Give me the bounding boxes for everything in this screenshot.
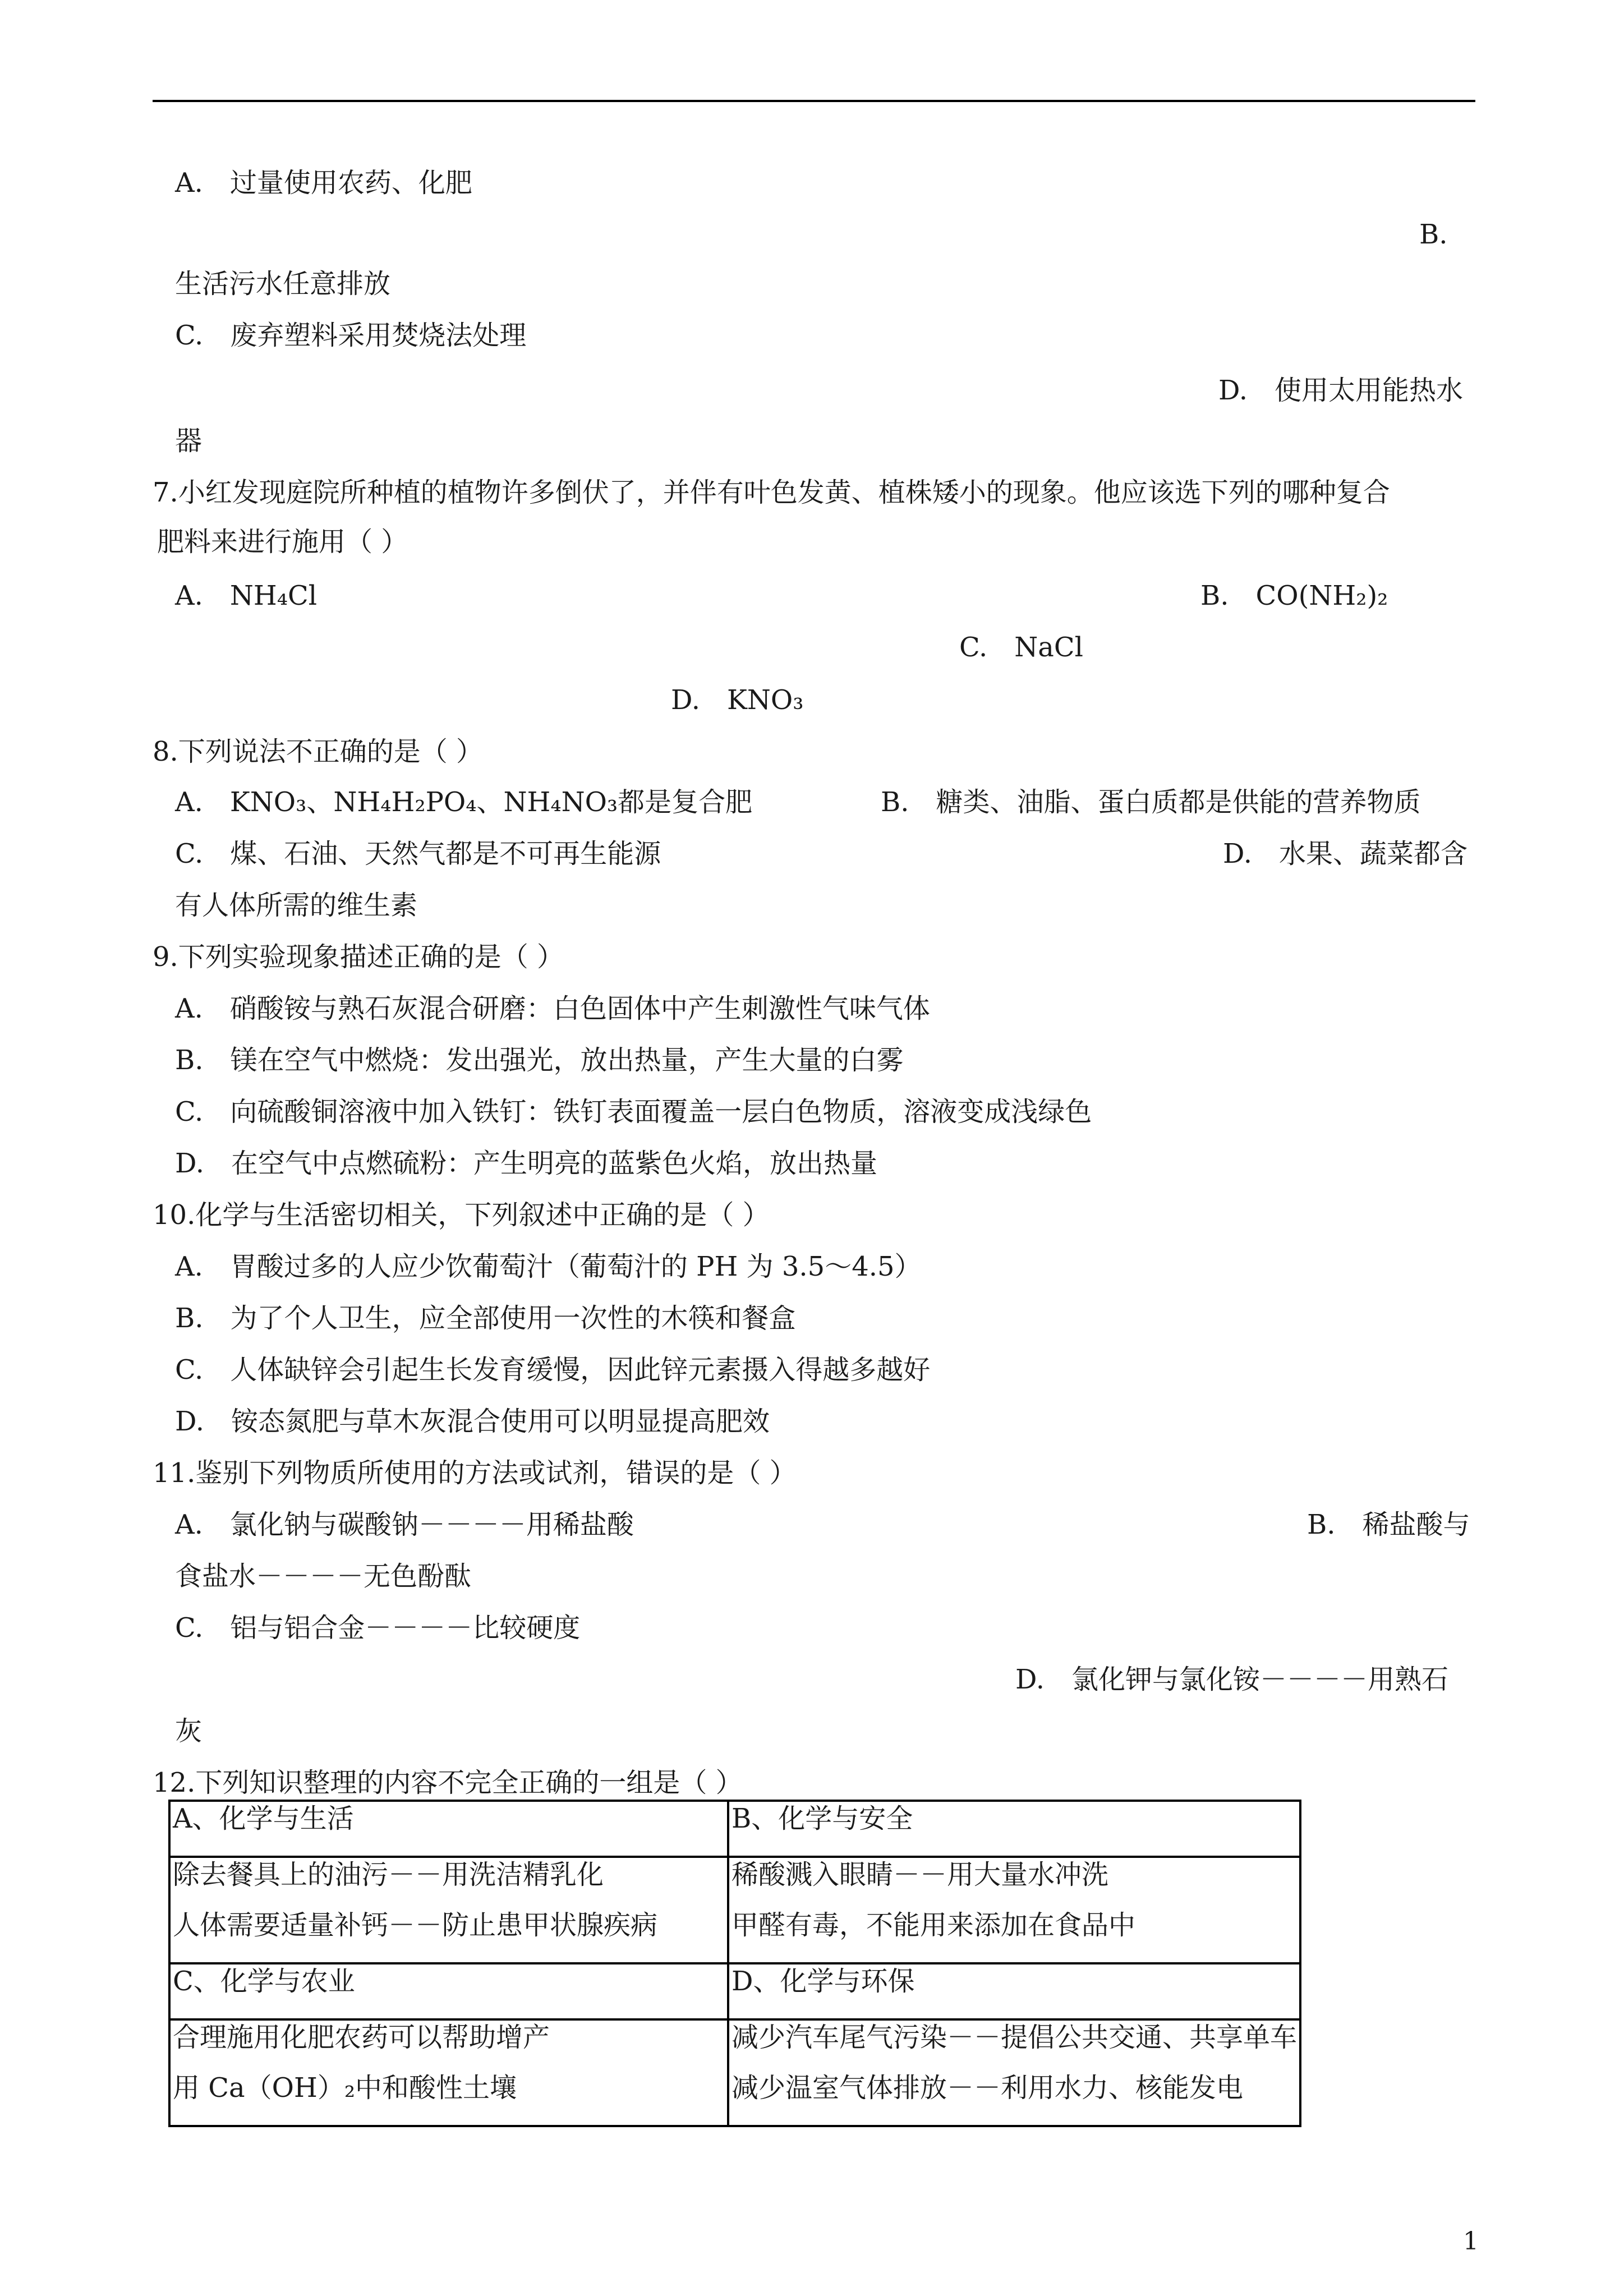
option-text: 人体缺锌会引起生长发育缓慢，因此锌元素摄入得越多越好 <box>230 1354 931 1386</box>
option-text: 糖类、油脂、蛋白质都是供能的营养物质 <box>936 786 1421 818</box>
option-text: 氯化钾与氯化铵－－－－用熟石 <box>1071 1664 1449 1695</box>
option-label: D. <box>175 1148 205 1179</box>
q12-stem: 12.下列知识整理的内容不完全正确的一组是（ ） <box>153 1767 743 1798</box>
q10-option-d <box>175 1405 770 1438</box>
option-label: C. <box>175 838 204 869</box>
q11-option-d-cont: 灰 <box>175 1715 203 1747</box>
cell-d-content <box>728 2019 1300 2126</box>
option-label: A. <box>175 993 203 1024</box>
option-label: A. <box>175 1509 203 1540</box>
option-text: 为了个人卫生，应全部使用一次性的木筷和餐盒 <box>230 1303 796 1334</box>
option-text: NH₄Cl <box>229 580 318 611</box>
q6-option-c <box>175 319 526 352</box>
q6-option-d <box>1218 374 1463 407</box>
q7-option-b <box>1200 579 1388 613</box>
option-label: C. <box>959 632 988 663</box>
cell-c-content <box>169 2019 728 2126</box>
option-label: D. <box>1015 1664 1045 1695</box>
q8-stem: 8.下列说法不正确的是（ ） <box>153 736 484 767</box>
q7-stem-line-2: 肥料来进行施用（ ） <box>157 526 408 558</box>
option-text: 使用太用能热水 <box>1275 375 1464 406</box>
option-label: B. <box>1307 1509 1336 1540</box>
q6-option-b-text: 生活污水任意排放 <box>175 268 391 300</box>
option-label: C. <box>175 1354 204 1386</box>
option-label: A. <box>175 1251 203 1282</box>
q10-option-a <box>175 1250 922 1283</box>
option-label: B. <box>881 786 909 818</box>
option-text: KNO₃ <box>727 684 804 716</box>
q9-option-a <box>175 992 930 1025</box>
cell-line: 人体需要适量补钙－－防止患甲状腺疾病 <box>173 1910 658 1941</box>
option-text: 水果、蔬菜都含 <box>1279 838 1468 869</box>
q11-option-b <box>1307 1508 1470 1542</box>
option-label: D. <box>1223 838 1253 869</box>
option-text: 镁在空气中燃烧：发出强光，放出热量，产生大量的白雾 <box>230 1045 904 1076</box>
q9-option-d <box>175 1147 877 1180</box>
cell-d-heading: D、化学与环保 <box>728 1963 1300 2019</box>
option-label: B. <box>175 1045 204 1076</box>
option-text: KNO₃、NH₄H₂PO₄、NH₄NO₃都是复合肥 <box>229 786 753 818</box>
option-text: 铝与铝合金－－－－比较硬度 <box>230 1612 581 1644</box>
option-label: B. <box>1200 580 1229 611</box>
q8-option-c <box>175 837 661 871</box>
q9-option-b <box>175 1043 904 1077</box>
cell-a-heading: A、化学与生活 <box>169 1801 728 1857</box>
option-label: A. <box>175 167 203 199</box>
option-label: D. <box>671 684 701 716</box>
header-rule <box>153 100 1475 102</box>
option-label: A. <box>175 786 203 818</box>
option-text: 过量使用农药、化肥 <box>229 167 472 199</box>
option-text: NaCl <box>1014 632 1083 663</box>
cell-line: 减少温室气体排放－－利用水力、核能发电 <box>731 2072 1243 2104</box>
q6-option-a <box>175 166 472 200</box>
option-label: A. <box>175 580 203 611</box>
option-text: 向硫酸铜溶液中加入铁钉：铁钉表面覆盖一层白色物质，溶液变成浅绿色 <box>230 1096 1092 1128</box>
cell-line: 减少汽车尾气污染－－提倡公共交通、共享单车 <box>731 2022 1297 2053</box>
q7-option-a <box>175 579 317 613</box>
cell-line: 合理施用化肥农药可以帮助增产 <box>173 2022 550 2053</box>
q10-option-b <box>175 1301 796 1335</box>
option-text: 稀盐酸与 <box>1362 1509 1470 1540</box>
q10-option-c <box>175 1353 930 1387</box>
q11-option-b-cont: 食盐水－－－－无色酚酞 <box>175 1561 472 1592</box>
option-label: C. <box>175 1612 204 1644</box>
option-label: C. <box>175 320 204 351</box>
cell-line: 用 Ca（OH）₂中和酸性土壤 <box>173 2072 517 2104</box>
q8-option-d <box>1223 837 1467 871</box>
cell-c-heading: C、化学与农业 <box>169 1963 728 2019</box>
option-text: 硝酸铵与熟石灰混合研磨：白色固体中产生刺激性气味气体 <box>229 993 930 1024</box>
option-text: 铵态氮肥与草木灰混合使用可以明显提高肥效 <box>231 1406 770 1437</box>
option-text: 胃酸过多的人应少饮葡萄汁（葡萄汁的 PH 为 3.5～4.5） <box>229 1251 922 1282</box>
option-label: D. <box>1218 375 1248 406</box>
q8-option-b <box>881 785 1421 819</box>
option-text: 煤、石油、天然气都是不可再生能源 <box>230 838 661 869</box>
q11-stem: 11.鉴别下列物质所使用的方法或试剂，错误的是（ ） <box>153 1457 797 1489</box>
q11-option-d <box>1015 1663 1448 1696</box>
q8-option-d-cont: 有人体所需的维生素 <box>175 890 418 921</box>
q6-option-b-label: B. <box>1419 219 1448 250</box>
page-number: 1 <box>1463 2227 1479 2256</box>
cell-b-content <box>728 1857 1300 1963</box>
option-text: 氯化钠与碳酸钠－－－－用稀盐酸 <box>229 1509 634 1540</box>
option-text: 在空气中点燃硫粉：产生明亮的蓝紫色火焰，放出热量 <box>231 1148 878 1179</box>
option-label: C. <box>175 1096 204 1128</box>
cell-a-content <box>169 1857 728 1963</box>
option-text: CO(NH₂)₂ <box>1255 580 1388 611</box>
q7-stem-line-1: 7.小红发现庭院所种植的植物许多倒伏了，并伴有叶色发黄、植株矮小的现象。他应该选下列的哪种复合 <box>153 477 1390 508</box>
q11-option-a <box>175 1508 634 1542</box>
q10-stem: 10.化学与生活密切相关，下列叙述中正确的是（ ） <box>153 1199 770 1231</box>
option-label: D. <box>175 1406 205 1437</box>
knowledge-table <box>168 1800 1301 2127</box>
q7-option-c <box>959 631 1083 664</box>
cell-line: 除去餐具上的油污－－用洗洁精乳化 <box>173 1859 604 1890</box>
option-label: B. <box>175 1303 204 1334</box>
q8-option-a <box>175 785 752 819</box>
q7-option-d <box>671 683 803 717</box>
option-text: 废弃塑料采用焚烧法处理 <box>230 320 527 351</box>
q6-option-d-cont: 器 <box>175 425 203 457</box>
cell-b-heading: B、化学与安全 <box>728 1801 1300 1857</box>
cell-line: 甲醛有毒，不能用来添加在食品中 <box>731 1910 1135 1941</box>
q9-option-c <box>175 1095 1092 1129</box>
q9-stem: 9.下列实验现象描述正确的是（ ） <box>153 941 564 973</box>
q11-option-c <box>175 1611 580 1645</box>
cell-line: 稀酸溅入眼睛－－用大量水冲洗 <box>731 1859 1108 1890</box>
